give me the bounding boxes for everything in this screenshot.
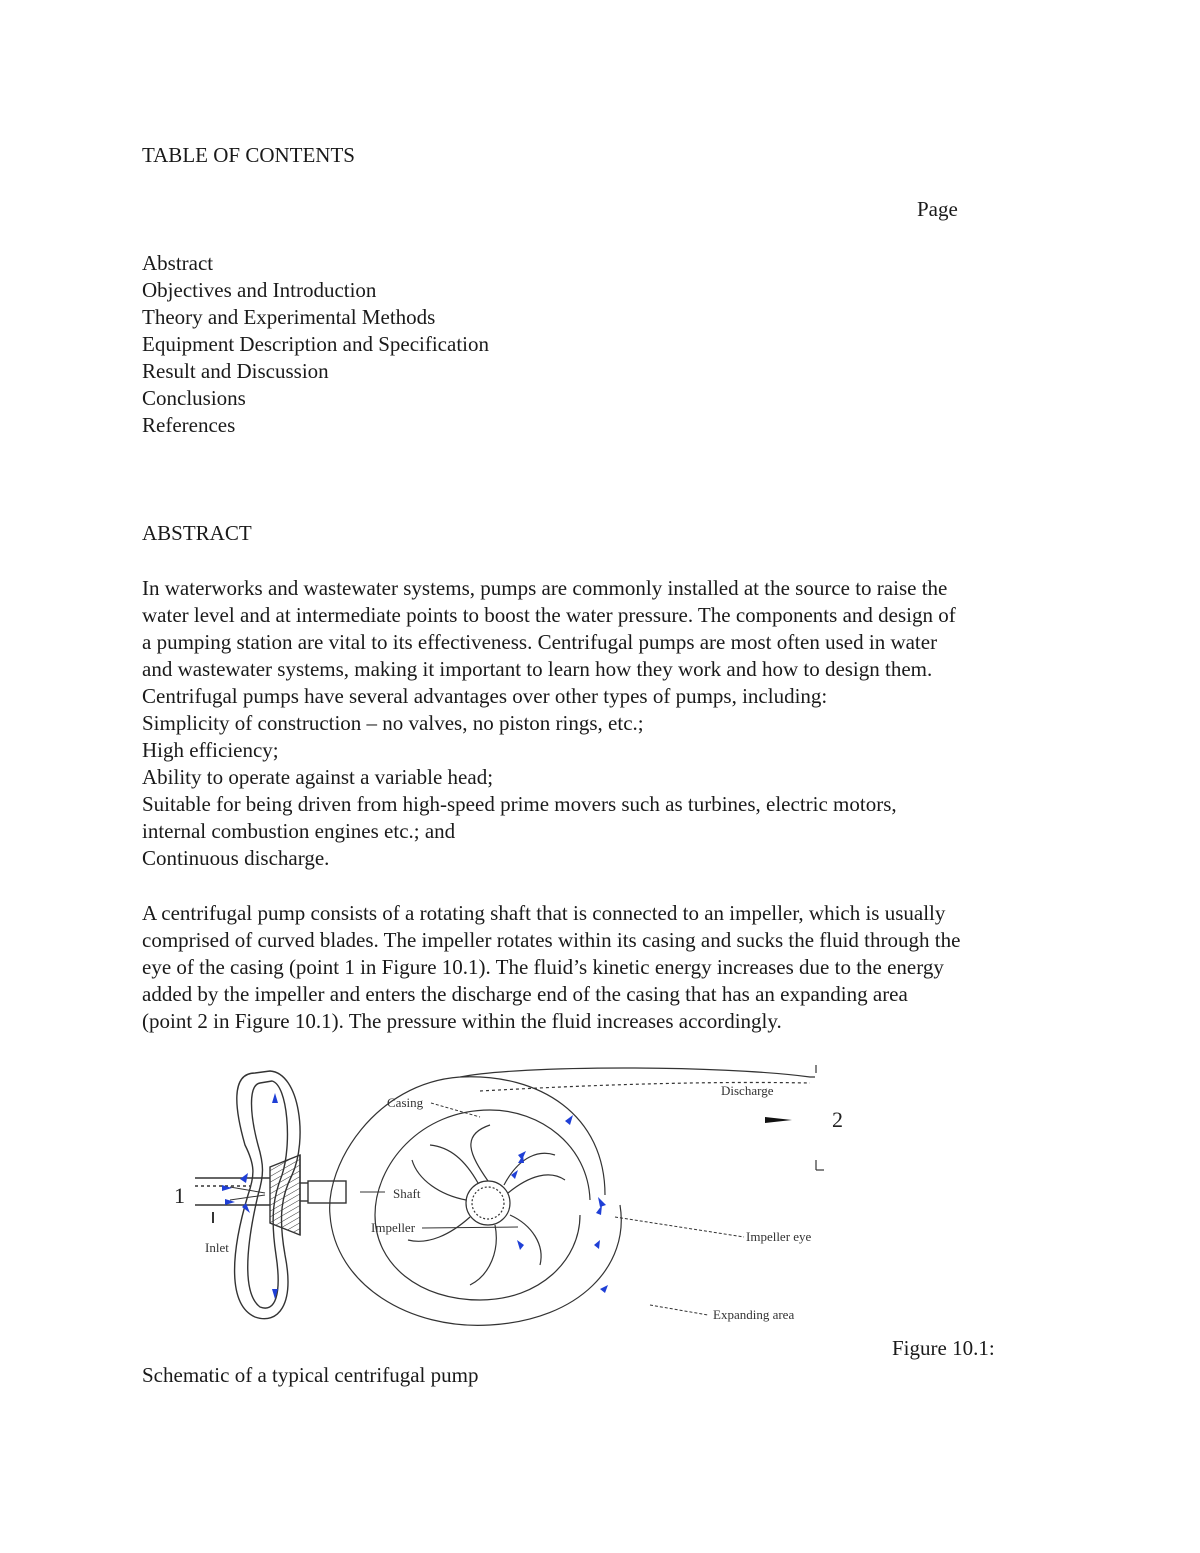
inlet-label: Inlet bbox=[205, 1240, 229, 1255]
abstract-paragraph-1 bbox=[142, 575, 1072, 872]
expanding-area-leader bbox=[650, 1305, 708, 1315]
impeller-eye-leader bbox=[615, 1217, 744, 1237]
toc-item: Theory and Experimental Methods bbox=[142, 305, 436, 329]
toc-title: TABLE OF CONTENTS bbox=[142, 143, 355, 167]
text-line: Continuous discharge. bbox=[142, 846, 330, 870]
text-line: eye of the casing (point 1 in Figure 10.1). The fluid’s kinetic energy increases due to the energy bbox=[142, 955, 944, 979]
text-line: Centrifugal pumps have several advantages over other types of pumps, including: bbox=[142, 684, 828, 708]
toc-item: Result and Discussion bbox=[142, 359, 329, 383]
impeller-eye-label: Impeller eye bbox=[746, 1229, 812, 1244]
text-line: and wastewater systems, making it important to learn how they work and how to design them. bbox=[142, 657, 933, 681]
text-line: Suitable for being driven from high-speed prime movers such as turbines, electric motors, bbox=[142, 792, 897, 816]
abstract-paragraph-2 bbox=[142, 900, 1072, 1035]
impeller-label: Impeller bbox=[371, 1220, 416, 1235]
toc-item: Equipment Description and Specification bbox=[142, 332, 489, 356]
toc-item: Abstract bbox=[142, 251, 214, 275]
text-line: added by the impeller and enters the discharge end of the casing that has an expanding area bbox=[142, 982, 908, 1006]
casing-label: Casing bbox=[387, 1095, 424, 1110]
text-line: High efficiency; bbox=[142, 738, 279, 762]
toc-item: References bbox=[142, 413, 236, 437]
point-1-label: 1 bbox=[174, 1183, 185, 1208]
shaft-label: Shaft bbox=[393, 1186, 421, 1201]
toc-item: Objectives and Introduction bbox=[142, 278, 377, 302]
text-line: water level and at intermediate points to boost the water pressure. The components and design of bbox=[142, 603, 956, 627]
text-line: (point 2 in Figure 10.1). The pressure within the fluid increases accordingly. bbox=[142, 1009, 782, 1033]
figure-caption-label: Figure 10.1: bbox=[892, 1336, 995, 1360]
text-line: Ability to operate against a variable head; bbox=[142, 765, 494, 789]
text-line: Simplicity of construction – no valves, no piston rings, etc.; bbox=[142, 711, 644, 735]
text-line: internal combustion engines etc.; and bbox=[142, 819, 456, 843]
discharge-label: Discharge bbox=[721, 1083, 774, 1098]
text-line: a pumping station are vital to its effectiveness. Centrifugal pumps are most often used in water bbox=[142, 630, 938, 654]
text-line: comprised of curved blades. The impeller rotates within its casing and sucks the fluid through the bbox=[142, 928, 961, 952]
text-line: In waterworks and wastewater systems, pumps are commonly installed at the source to raise the bbox=[142, 576, 948, 600]
impeller-leader bbox=[422, 1227, 518, 1228]
pump-schematic-figure bbox=[160, 1055, 860, 1335]
figure-caption-text: Schematic of a typical centrifugal pump bbox=[142, 1363, 479, 1387]
text-line: A centrifugal pump consists of a rotating shaft that is connected to an impeller, which is usually bbox=[142, 901, 946, 925]
toc-list bbox=[142, 250, 489, 439]
discharge-arrow bbox=[765, 1117, 792, 1123]
expanding-area-label: Expanding area bbox=[713, 1307, 795, 1322]
toc-page-header: Page bbox=[917, 197, 958, 221]
abstract-heading: ABSTRACT bbox=[142, 521, 252, 545]
toc-item: Conclusions bbox=[142, 386, 246, 410]
point-2-label: 2 bbox=[832, 1107, 843, 1132]
pump-side-view bbox=[195, 1071, 346, 1319]
